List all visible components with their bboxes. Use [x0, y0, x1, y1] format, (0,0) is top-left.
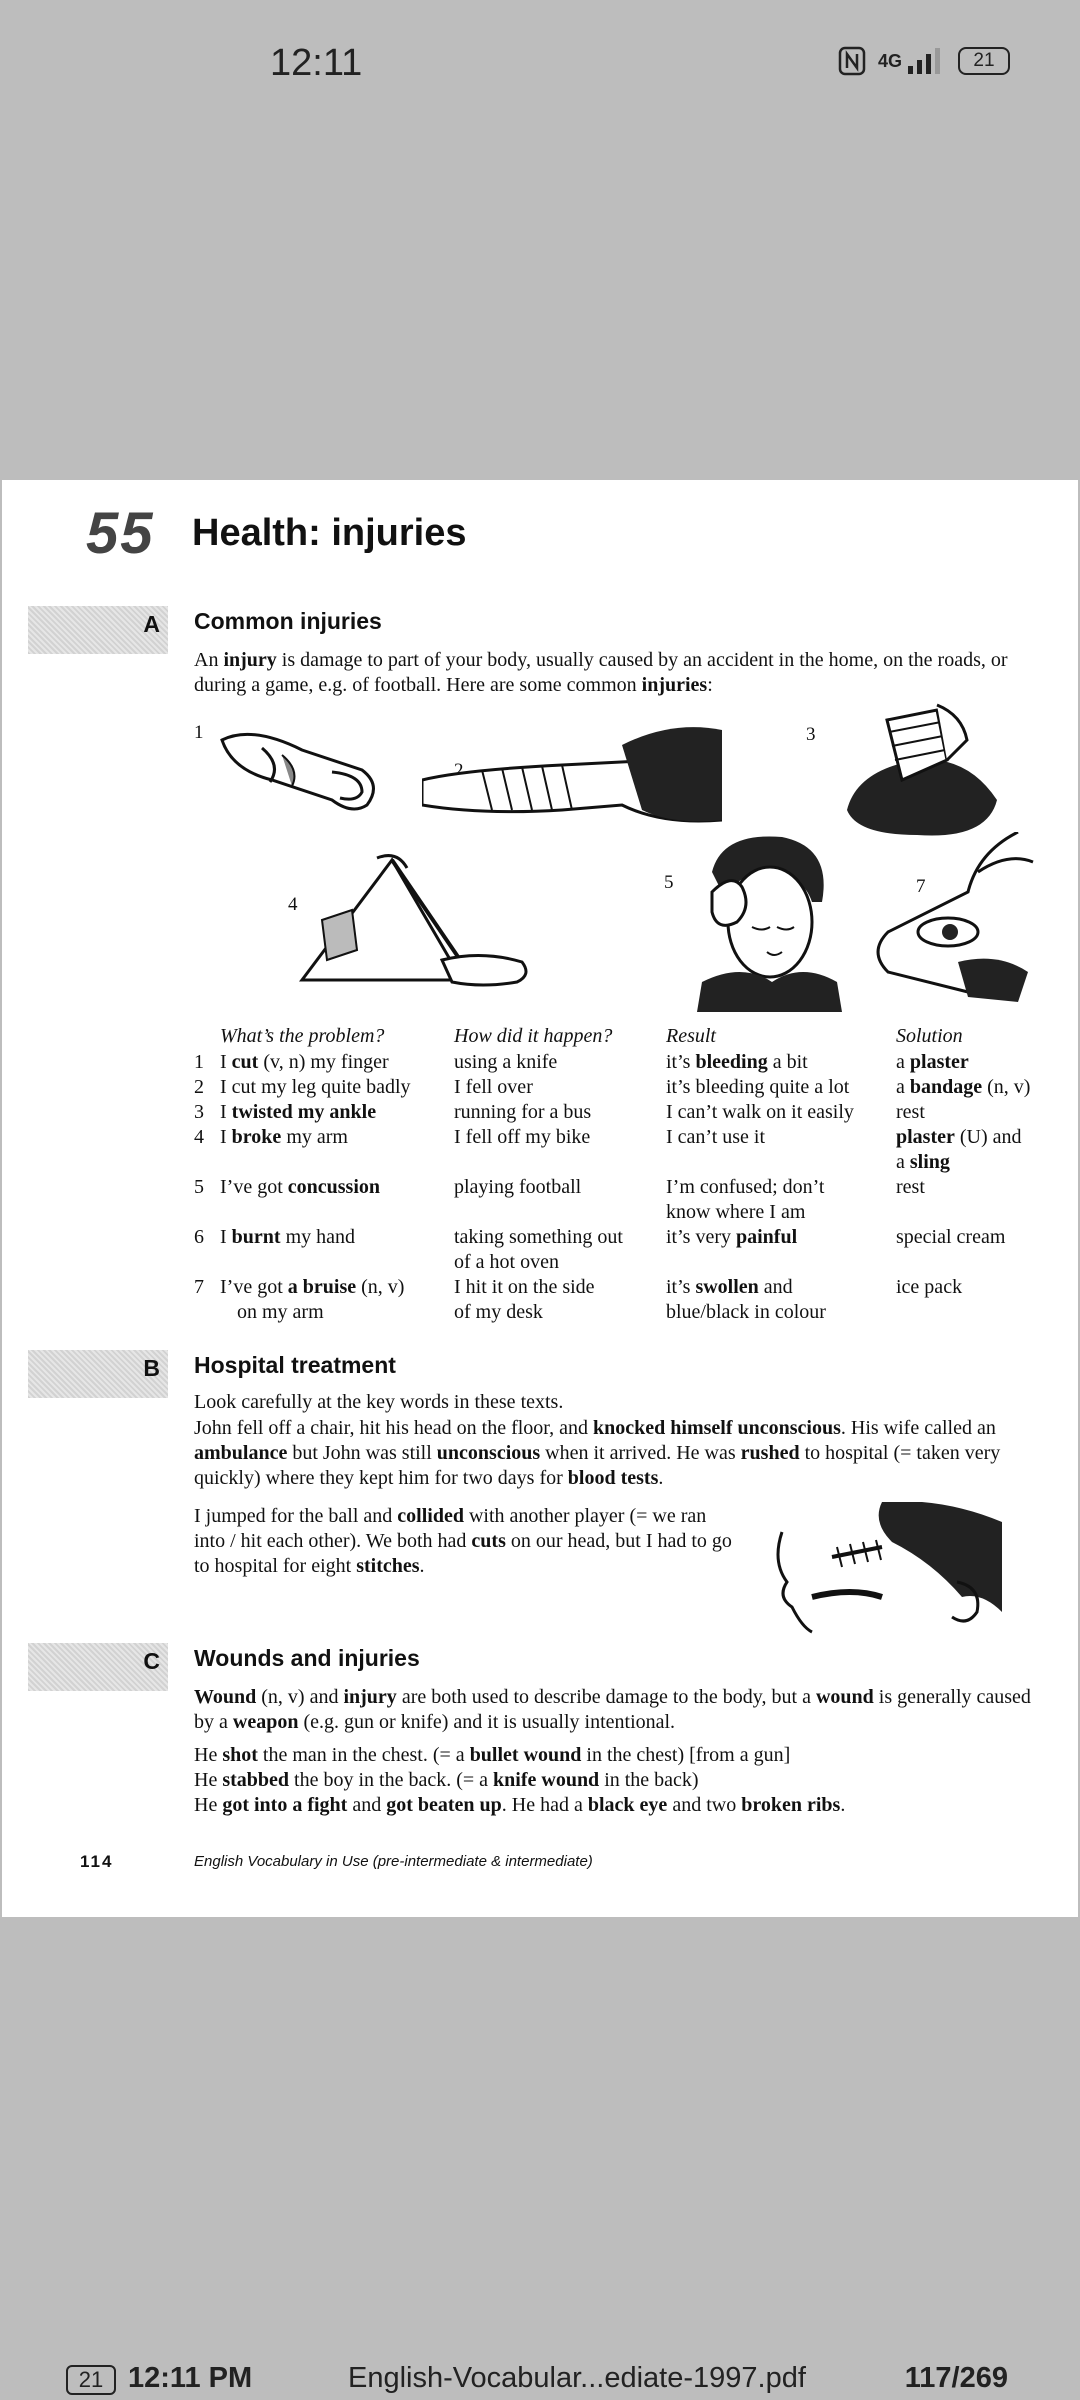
table-row-number: 2 [194, 1076, 204, 1098]
status-clock: 12:11 [270, 42, 363, 84]
table-row-number: 4 [194, 1126, 204, 1148]
section-letter: B [143, 1355, 160, 1381]
table-cell-problem: I burnt my hand [220, 1226, 356, 1248]
section-heading-c: Wounds and injuries [194, 1645, 420, 1671]
table-header-solution: Solution [896, 1025, 963, 1047]
table-cell-problem: I’ve got a bruise (n, v) [220, 1276, 405, 1298]
illustration-number: 4 [288, 894, 298, 915]
table-cell-problem: I broke my arm [220, 1126, 348, 1148]
section-heading-b: Hospital treatment [194, 1352, 396, 1378]
table-header-result: Result [666, 1025, 716, 1047]
page-indicator[interactable]: 117/269 [904, 2362, 1008, 2394]
section-heading-a: Common injuries [194, 608, 382, 634]
pdf-viewer-bottom-bar [0, 2350, 1080, 2400]
table-cell-solution: a plaster [896, 1051, 969, 1073]
document-page [2, 480, 1078, 1917]
table-cell-result: I’m confused; don’t [666, 1176, 825, 1198]
nfc-icon [838, 46, 866, 76]
bruise-eye-icon [868, 832, 1038, 1002]
table-cell-how: I hit it on the side [454, 1276, 595, 1298]
illustration-number: 5 [664, 872, 674, 893]
table-row-number: 3 [194, 1101, 204, 1123]
arm-in-sling-icon [282, 850, 542, 1000]
illustration-number: 1 [194, 722, 204, 743]
table-row-number: 1 [194, 1051, 204, 1073]
table-cell-result: blue/black in colour [666, 1301, 826, 1323]
illustration-number: 2 [454, 760, 464, 781]
table-cell-how: I fell off my bike [454, 1126, 591, 1148]
twisted-ankle-icon [827, 700, 1007, 840]
table-cell-problem: on my arm [237, 1301, 324, 1323]
table-cell-problem: I cut my leg quite badly [220, 1076, 411, 1098]
book-title: English Vocabulary in Use (pre-intermediate & intermediate) [194, 1853, 593, 1870]
table-cell-how: taking something out [454, 1226, 623, 1248]
table-cell-result: it’s very painful [666, 1226, 798, 1248]
section-tab-a [28, 606, 168, 654]
unit-title: Health: injuries [192, 512, 467, 554]
concussion-head-icon [682, 832, 842, 1012]
table-cell-solution: ice pack [896, 1276, 963, 1298]
notification-badge[interactable]: 21 [66, 2365, 116, 2395]
table-row-number: 7 [194, 1276, 204, 1298]
table-cell-solution: a sling [896, 1151, 950, 1173]
table-cell-how: I fell over [454, 1076, 533, 1098]
illustration-number: 7 [916, 876, 926, 897]
section-b-paragraph-2: I jumped for the ball and collided with another player (= we ran into / hit each other). We both had cuts on our head, but I had to go to hospital for eight stitches. [194, 1505, 732, 1577]
battery-indicator: 21 [958, 47, 1010, 75]
section-b-intro: Look carefully at the key words in these texts. [194, 1391, 564, 1413]
table-row-number: 6 [194, 1226, 204, 1248]
table-cell-solution: rest [896, 1101, 925, 1123]
table-cell-result: it’s bleeding a bit [666, 1051, 808, 1073]
bandaged-leg-icon [422, 710, 722, 830]
table-cell-solution: plaster (U) and [896, 1126, 1022, 1148]
section-tab-c [28, 1643, 168, 1691]
section-b-paragraph-1: John fell off a chair, hit his head on the floor, and knocked himself unconscious. His wife called an ambulance but John was still unconscious when it arrived. He was rushed to hospital (= taken very quickly) where they kept him for two days for blood tests. [194, 1417, 1001, 1489]
table-cell-result: it’s swollen and [666, 1276, 793, 1298]
intro-paragraph: An injury is damage to part of your body, usually caused by an accident in the home, on the roads, or during a game, e.g. of football. Here are some common injuries: [194, 649, 1008, 696]
signal-icon [906, 46, 946, 76]
table-cell-solution: special cream [896, 1226, 1006, 1248]
table-header-problem: What’s the problem? [220, 1025, 385, 1047]
table-cell-solution: rest [896, 1176, 925, 1198]
unit-number: 55 [86, 501, 155, 566]
table-header-how: How did it happen? [454, 1025, 613, 1047]
table-cell-how: using a knife [454, 1051, 558, 1073]
section-letter: C [143, 1648, 160, 1674]
file-name[interactable]: English-Vocabular...ediate-1997.pdf [348, 2362, 806, 2394]
status-bar [0, 0, 1080, 140]
table-cell-result: I can’t use it [666, 1126, 766, 1148]
status-icons [838, 46, 1010, 76]
table-cell-problem: I twisted my ankle [220, 1101, 377, 1123]
table-cell-how: running for a bus [454, 1101, 592, 1123]
table-cell-how: of a hot oven [454, 1251, 559, 1273]
table-cell-result: know where I am [666, 1201, 806, 1223]
table-cell-problem: I’ve got concussion [220, 1176, 381, 1198]
network-type: 4G [877, 50, 902, 71]
table-cell-problem: I cut (v, n) my finger [220, 1051, 389, 1073]
page-number: 114 [80, 1852, 114, 1871]
bottom-time: 12:11 PM [128, 2362, 253, 2394]
section-c-line-2: He shot the man in the chest. (= a bullet wound in the chest) [from a gun] [194, 1744, 791, 1766]
illustration-number: 3 [806, 724, 816, 745]
cut-finger-icon [212, 720, 382, 820]
table-cell-how: of my desk [454, 1301, 543, 1323]
table-cell-result: I can’t walk on it easily [666, 1101, 854, 1123]
stitched-head-icon [772, 1502, 1002, 1634]
table-cell-solution: a bandage (n, v) [896, 1076, 1031, 1098]
table-row-number: 5 [194, 1176, 204, 1198]
section-c-line-4: He got into a fight and got beaten up. He had a black eye and two broken ribs. [194, 1794, 846, 1816]
section-c-line-3: He stabbed the boy in the back. (= a knife wound in the back) [194, 1769, 699, 1791]
table-cell-result: it’s bleeding quite a lot [666, 1076, 850, 1098]
section-letter: A [143, 611, 160, 637]
section-c-paragraph-1: Wound (n, v) and injury are both used to describe damage to the body, but a wound is generally caused by a weapon (e.g. gun or knife) and it is usually intentional. [194, 1686, 1031, 1733]
section-tab-b [28, 1350, 168, 1398]
table-cell-how: playing football [454, 1176, 582, 1198]
